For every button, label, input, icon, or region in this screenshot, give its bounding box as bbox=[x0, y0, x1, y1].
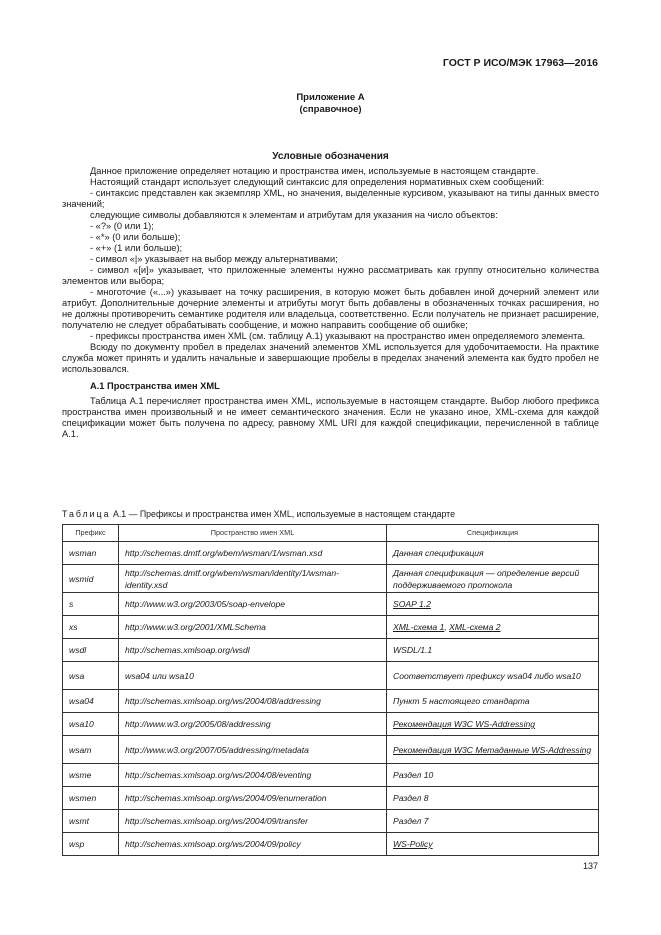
table-row bbox=[63, 787, 599, 810]
cell-namespace: http://schemas.xmlsoap.org/ws/2004/09/transfer bbox=[119, 810, 387, 833]
cell-spec: Раздел 8 bbox=[387, 787, 599, 810]
spec-link[interactable]: Рекомендация W3C WS-Addressing bbox=[393, 719, 536, 729]
cell-spec: Данная спецификация — определение версий поддерживаемого протокола bbox=[387, 565, 599, 593]
cell-namespace: http://schemas.xmlsoap.org/ws/2004/08/eventing bbox=[119, 764, 387, 787]
cell-prefix: wsa04 bbox=[63, 690, 119, 713]
namespaces-table bbox=[62, 524, 599, 856]
table-caption bbox=[62, 509, 455, 519]
paragraph: следующие символы добавляются к элементам и атрибутам для указания на число объектов: bbox=[90, 210, 498, 220]
subsection-title: А.1 Пространства имен XML bbox=[90, 381, 220, 391]
paragraph: - «?» (0 или 1); bbox=[90, 221, 154, 231]
table-row bbox=[63, 690, 599, 713]
cell-namespace: http://schemas.dmtf.org/wbem/wsman/identity/1/wsman-identity.xsd bbox=[119, 565, 387, 593]
cell-prefix: wsam bbox=[63, 736, 119, 764]
cell-spec: Раздел 7 bbox=[387, 810, 599, 833]
cell-namespace: http://schemas.xmlsoap.org/ws/2004/08/addressing bbox=[119, 690, 387, 713]
table-row bbox=[63, 764, 599, 787]
spec-link[interactable]: SOAP 1.2 bbox=[393, 599, 431, 609]
spec-link[interactable]: XML-схема 1 bbox=[393, 622, 445, 632]
cell-namespace: http://schemas.xmlsoap.org/wsdl bbox=[119, 639, 387, 662]
paragraph: Настоящий стандарт использует следующий синтаксис для определения нормативных схем сообщений: bbox=[90, 177, 545, 187]
table-row bbox=[63, 810, 599, 833]
table-row bbox=[63, 639, 599, 662]
cell-spec bbox=[387, 833, 599, 856]
cell-spec: Соответствует префиксу wsa04 либо wsa10 bbox=[387, 662, 599, 690]
table-row bbox=[63, 713, 599, 736]
cell-namespace: http://www.w3.org/2003/05/soap-envelope bbox=[119, 593, 387, 616]
document-header: ГОСТ Р ИСО/МЭК 17963—2016 bbox=[442, 57, 598, 69]
cell-prefix: wsman bbox=[63, 542, 119, 565]
cell-spec: Раздел 10 bbox=[387, 764, 599, 787]
table-row bbox=[63, 736, 599, 764]
appendix-subtitle: (справочное) bbox=[299, 104, 362, 115]
cell-namespace: http://schemas.dmtf.org/wbem/wsman/1/wsman.xsd bbox=[119, 542, 387, 565]
paragraph: Таблица А.1 перечисляет пространства имен XML, используемые в настоящем стандарте. Выбор любого префикса пространства имен произвольный и не имеет семантического значения. Если не указано иное, XML-схема для каждой спецификации может быть получена по адресу, равному XML URI для каждой спецификации, перечисленной в таблице А.1. bbox=[62, 396, 599, 439]
paragraph: - синтаксис представлен как экземпляр XML, но значения, выделенные курсивом, указывают на типы данных вместо значений; bbox=[62, 188, 599, 209]
table-row bbox=[63, 565, 599, 593]
spec-link[interactable]: Рекомендация W3C Метаданные WS-Addressing bbox=[393, 744, 592, 755]
spec-link[interactable]: XML-схема 2 bbox=[449, 622, 501, 632]
cell-prefix: wsdl bbox=[63, 639, 119, 662]
cell-spec bbox=[387, 593, 599, 616]
header-namespace: Пространство имен XML bbox=[119, 525, 387, 542]
spec-link[interactable]: WS-Policy bbox=[393, 839, 433, 849]
cell-prefix: wsa10 bbox=[63, 713, 119, 736]
cell-namespace: http://www.w3.org/2005/08/addressing bbox=[119, 713, 387, 736]
table-row bbox=[63, 833, 599, 856]
header-spec: Спецификация bbox=[387, 525, 599, 542]
cell-spec: Пункт 5 настоящего стандарта bbox=[387, 690, 599, 713]
cell-prefix: wsa bbox=[63, 662, 119, 690]
cell-prefix: wsmen bbox=[63, 787, 119, 810]
paragraph: Данное приложение определяет нотацию и пространства имен, используемые в настоящем стандарте. bbox=[90, 166, 539, 176]
cell-spec: WSDL/1.1 bbox=[387, 639, 599, 662]
table-header-row bbox=[63, 525, 599, 542]
table-row bbox=[63, 593, 599, 616]
table-row bbox=[63, 662, 599, 690]
caption-text: А.1 — Префиксы и пространства имен XML, используемые в настоящем стандарте bbox=[112, 509, 455, 519]
paragraph: Всюду по документу пробел в пределах значений элементов XML используется для удобочитаемости. На практике служба может принять и удалить начальные и завершающие пробелы в пределах значений элемента как будто пробел не использовался. bbox=[62, 342, 599, 374]
cell-spec bbox=[387, 736, 599, 764]
header-prefix: Префикс bbox=[63, 525, 119, 542]
table-row bbox=[63, 542, 599, 565]
cell-prefix: wsp bbox=[63, 833, 119, 856]
cell-spec bbox=[387, 713, 599, 736]
cell-prefix: wsme bbox=[63, 764, 119, 787]
page-number: 137 bbox=[582, 861, 598, 871]
section-title: Условные обозначения bbox=[272, 151, 389, 162]
paragraph: - многоточие («...») указывает на точку расширения, в которую может быть добавлен иной дочерний элемент или атрибут. Дополнительные дочерние элементы и атрибуты могут быть добавлены в обозначенных точках расширения, но не должны противоречить семантике родителя или владельца, соответственно. Если получатель не признает расширение, получателю не следует обрабатывать сообщение, и можно направить сообщение об ошибке; bbox=[62, 287, 599, 330]
cell-prefix: xs bbox=[63, 616, 119, 639]
cell-spec: Данная спецификация bbox=[387, 542, 599, 565]
cell-namespace: wsa04 или wsa10 bbox=[119, 662, 387, 690]
appendix-title: Приложение А bbox=[296, 92, 365, 103]
body-text bbox=[62, 166, 599, 440]
cell-namespace: http://www.w3.org/2007/05/addressing/metadata bbox=[119, 736, 387, 764]
cell-namespace: http://schemas.xmlsoap.org/ws/2004/09/enumeration bbox=[119, 787, 387, 810]
cell-namespace: http://schemas.xmlsoap.org/ws/2004/09/policy bbox=[119, 833, 387, 856]
table-row bbox=[63, 616, 599, 639]
cell-spec: XML-схема 1, XML-схема 2 bbox=[387, 616, 599, 639]
cell-prefix: s bbox=[63, 593, 119, 616]
paragraph: - символ «|» указывает на выбор между альтернативами; bbox=[90, 254, 338, 264]
paragraph: - символ «[и]» указывает, что приложенные элементы нужно рассматривать как группу относительно количества элементов или выбора; bbox=[62, 265, 599, 286]
paragraph: - «*» (0 или больше); bbox=[90, 232, 181, 242]
paragraph: - «+» (1 или больше); bbox=[90, 243, 183, 253]
caption-label: Таблица bbox=[62, 509, 111, 519]
cell-prefix: wsmid bbox=[63, 565, 119, 593]
cell-namespace: http://www.w3.org/2001/XMLSchema bbox=[119, 616, 387, 639]
paragraph: - префиксы пространства имен XML (см. таблицу А.1) указывают на пространство имен определяемого элемента. bbox=[90, 331, 586, 341]
cell-prefix: wsmt bbox=[63, 810, 119, 833]
